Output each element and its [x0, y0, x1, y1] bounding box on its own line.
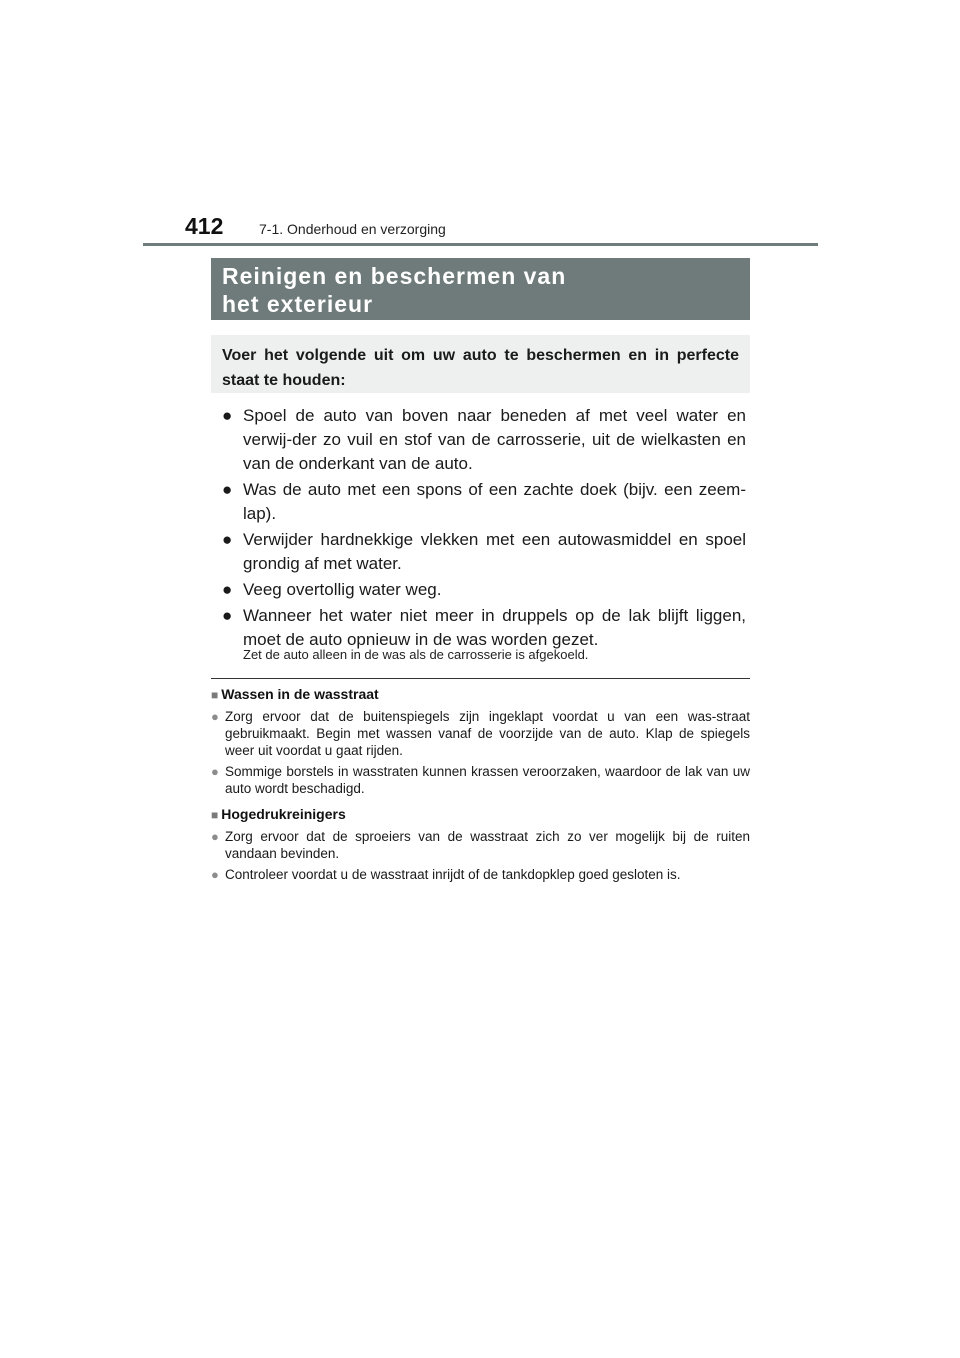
- subsection-item: [211, 828, 750, 862]
- intro-text: Voer het volgende uit om uw auto te beschermen en in perfecte staat te houden:: [222, 347, 739, 389]
- list-item-text: Verwijder hardnekkige vlekken met een autowasmiddel en spoel grondig af met water.: [243, 530, 746, 573]
- list-item-text: Was de auto met een spons of een zachte doek (bijv. een zeem-lap).: [243, 480, 746, 523]
- list-item-text: Wanneer het water niet meer in druppels op de lak blijft liggen, moet de auto opnieuw in de was worden gezet.: [243, 606, 746, 649]
- chapter-title: 7-1. Onderhoud en verzorging: [259, 221, 446, 237]
- bullet-icon: ●: [222, 580, 233, 599]
- subsection-item-text: Zorg ervoor dat de buitenspiegels zijn ingeklapt voordat u van een was-straat gebruikmaakt. Begin met wassen vanaf de voorzijde van de auto. Klap de spiegels weer uit voordat u gaat rijden.: [225, 709, 750, 758]
- list-item-text: Spoel de auto van boven naar beneden af met veel water en verwij-der zo vuil en stof van de carrosserie, uit de wielkasten en van de onderkant van de auto.: [243, 406, 746, 473]
- subsection-heading: [211, 685, 750, 704]
- list-item: [222, 578, 746, 602]
- small-bullet-icon: ●: [211, 764, 219, 779]
- subsection-heading-text: Hogedrukreinigers: [221, 806, 346, 822]
- bullet-icon: ●: [222, 530, 233, 549]
- section-title-line-1: Reinigen en beschermen van: [222, 263, 567, 289]
- section-title-box: [211, 258, 750, 320]
- subsection-item-text: Controleer voordat u de wasstraat inrijdt of de tankdopklep goed gesloten is.: [225, 867, 681, 882]
- small-bullet-icon: ●: [211, 829, 219, 844]
- instruction-list: [222, 404, 746, 654]
- subsection-heading-text: Wassen in de wasstraat: [221, 686, 379, 702]
- section-divider: [211, 678, 750, 679]
- subsection-item: [211, 708, 750, 759]
- subsection-car-wash: [211, 685, 750, 797]
- note-text: Zet de auto alleen in de was als de carrosserie is afgekoeld.: [243, 647, 589, 662]
- subsection-item-text: Sommige borstels in wasstraten kunnen krassen veroorzaken, waardoor de lak van uw auto wordt beschadigd.: [225, 764, 750, 796]
- subsection-item: [211, 763, 750, 797]
- bullet-icon: ●: [222, 480, 233, 499]
- square-icon: ■: [211, 808, 219, 822]
- subsection-high-pressure: [211, 805, 750, 883]
- square-icon: ■: [211, 688, 219, 702]
- bullet-icon: ●: [222, 606, 233, 625]
- intro-box: [211, 335, 750, 393]
- list-item: [222, 404, 746, 476]
- small-bullet-icon: ●: [211, 709, 219, 724]
- section-title-line-2: het exterieur: [222, 291, 374, 317]
- small-bullet-icon: ●: [211, 867, 219, 882]
- subsection-heading: [211, 805, 750, 824]
- list-item: [222, 478, 746, 526]
- subsection-item-text: Zorg ervoor dat de sproeiers van de wasstraat zich zo ver mogelijk bij de ruiten vandaan bevinden.: [225, 829, 750, 861]
- list-item: [222, 528, 746, 576]
- header-divider: [143, 243, 818, 246]
- subsection-item: [211, 866, 750, 883]
- bullet-icon: ●: [222, 406, 233, 425]
- list-item-text: Veeg overtollig water weg.: [243, 580, 442, 599]
- list-item: [222, 604, 746, 652]
- page-number: 412: [185, 213, 224, 239]
